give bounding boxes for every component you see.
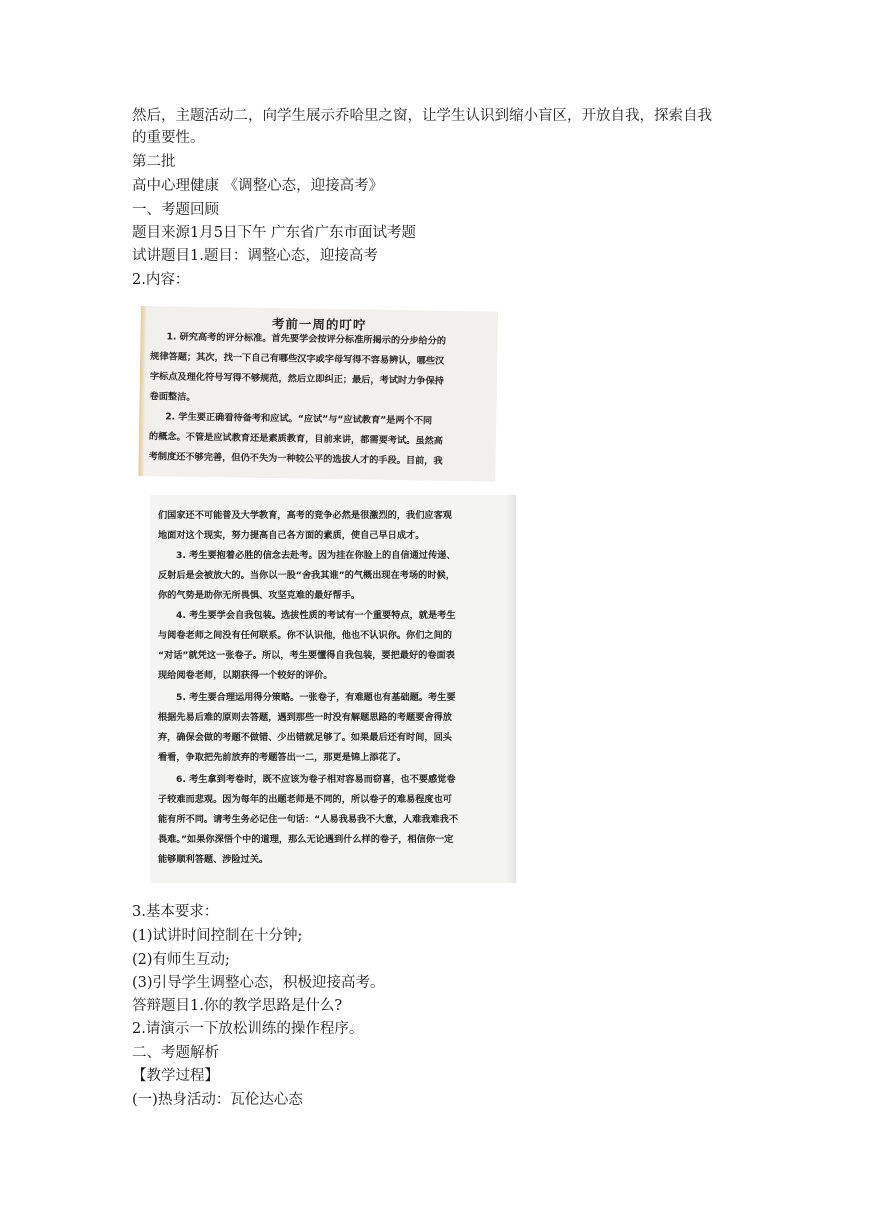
activity-heading: (一)热身活动：瓦伦达心态 bbox=[132, 1092, 303, 1108]
scan-line: 你的气势是助你无所畏惧、攻坚克难的最好帮手。 bbox=[158, 590, 361, 601]
section-heading: 一、考题回顾 bbox=[132, 202, 219, 218]
scanned-excerpt-1 bbox=[138, 306, 498, 482]
scan-title: 考前一周的叮咛 bbox=[271, 316, 367, 333]
scan-line: 与阅卷老师之间没有任何联系。你不认识他，他也不认识你。你们之间的 bbox=[158, 630, 452, 641]
scan-line: 现给阅卷老师，以期获得一个较好的评价。 bbox=[158, 670, 333, 681]
scan-line: 卷面整洁。 bbox=[149, 391, 196, 403]
scan-line: 们国家还不可能普及大学教育，高考的竞争必然是很激烈的，我们应客观 bbox=[158, 510, 452, 521]
scan-line: 根据先易后难的原则去答题，遇到那些一时没有解题思路的考题要舍得放 bbox=[158, 712, 452, 723]
requirement-item: (2)有师生互动; bbox=[132, 952, 230, 968]
section-heading: 二、考题解析 bbox=[132, 1045, 219, 1061]
defense-question: 2.请演示一下放松训练的操作程序。 bbox=[132, 1021, 364, 1037]
scan-line: 能够顺利答题、涉险过关。 bbox=[158, 854, 269, 865]
requirement-item: (3)引导学生调整心态，积极迎接高考。 bbox=[132, 975, 385, 991]
scan-line: 看看，争取把先前放弃的考题答出一二，那更是锦上添花了。 bbox=[158, 752, 407, 763]
scan-line: 4. 考生要学会自我包装。选拔性质的考试有一个重要特点，就是考生 bbox=[176, 610, 456, 621]
scan-line: 畏难。”如果你深悟个中的道理，那么无论遇到什么样的卷子，相信你一定 bbox=[158, 834, 454, 845]
requirements-label: 3.基本要求： bbox=[132, 904, 219, 920]
scan-line: 考制度还不够完善，但仍不失为一种较公平的选拔人才的手段。目前，我 bbox=[148, 451, 443, 467]
paragraph-line: 然后，主题活动二，向学生展示乔哈里之窗，让学生认识到缩小盲区，开放自我，探索自我 bbox=[132, 108, 712, 124]
requirement-item: (1)试讲时间控制在十分钟; bbox=[132, 928, 303, 944]
scan-line: 5. 考生要合理运用得分策略。一张卷子，有难题也有基础题。考生要 bbox=[176, 692, 456, 703]
scan-line: “对话”就凭这一张卷子。所以，考生要懂得自我包装，要把最好的卷面表 bbox=[158, 650, 455, 661]
scan-edge bbox=[138, 306, 147, 476]
scan-line: 子较难而悲观。因为每年的出题老师是不同的，所以卷子的难易程度也可 bbox=[158, 794, 452, 805]
scan-line: 反射后是会被放大的。当你以一股“舍我其谁”的气概出现在考场的时候， bbox=[158, 570, 455, 581]
scanned-excerpt-2 bbox=[150, 495, 516, 883]
scan-line: 字标点及理化符号写得不够规范，然后立即纠正；最后，考试时力争保持 bbox=[149, 371, 444, 387]
scan-line: 能有所不同。请考生务必记住一句话：“人易我易我不大意，人难我难我不 bbox=[158, 814, 459, 825]
scan-line: 3. 考生要抱着必胜的信念去赴考。因为挂在你脸上的自信通过传递、 bbox=[176, 550, 456, 561]
scan-line: 6. 考生拿到考卷时，既不应该为卷子相对容易而窃喜，也不要感觉卷 bbox=[176, 774, 456, 785]
paragraph-line: 的重要性。 bbox=[132, 130, 205, 146]
scan-line: 规律答题；其次，找一下自己有哪些汉字或字母写得不容易辨认，哪些汉 bbox=[150, 351, 445, 367]
lecture-topic: 试讲题目1.题目：调整心态，迎接高考 bbox=[132, 248, 378, 264]
question-source: 题目来源1月5日下午 广东省广东市面试考题 bbox=[132, 225, 417, 241]
scan-line: 2. 学生要正确看待备考和应试。“应试”与“应试教育”是两个不同 bbox=[165, 411, 433, 427]
scan-line: 的概念。不管是应试教育还是素质教育，目前来讲，都需要考试。虽然高 bbox=[148, 431, 443, 447]
scan-line: 地面对这个现实，努力提高自己各方面的素质，使自己早日成才。 bbox=[158, 530, 425, 541]
topic-title: 高中心理健康 《调整心态，迎接高考》 bbox=[132, 178, 384, 194]
scan-line: 1. 研究高考的评分标准。首先要学会按评分标准所揭示的分步给分的 bbox=[166, 331, 447, 347]
scan-edge bbox=[506, 495, 516, 883]
scan-line: 弃，确保会做的考题不做错、少出错就足够了。如果最后还有时间，回头 bbox=[158, 732, 452, 743]
subsection-heading: 【教学过程】 bbox=[132, 1068, 219, 1084]
section-label: 第二批 bbox=[132, 154, 176, 170]
content-label: 2.内容： bbox=[132, 272, 190, 288]
defense-question: 答辩题目1.你的教学思路是什么? bbox=[132, 998, 343, 1014]
